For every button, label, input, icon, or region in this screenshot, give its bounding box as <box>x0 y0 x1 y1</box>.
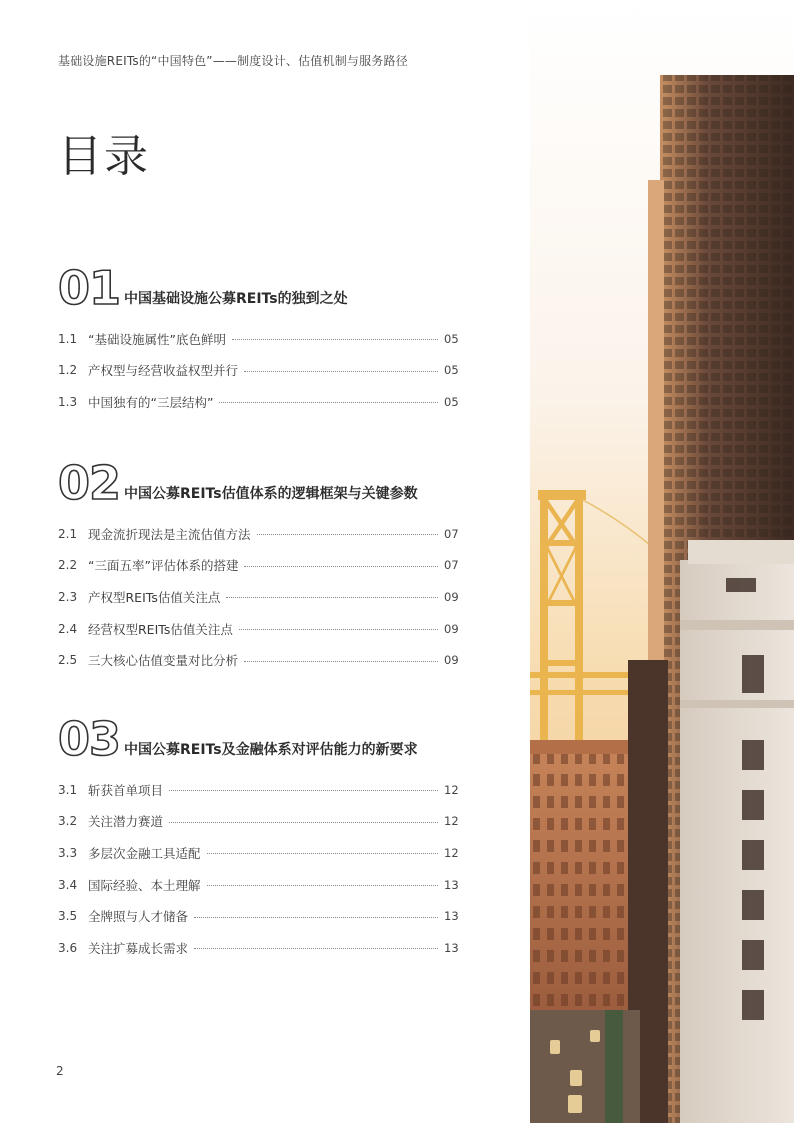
dot-leader <box>207 885 438 886</box>
dot-leader <box>207 853 438 854</box>
entry-number: 3.2 <box>58 814 78 829</box>
entry-number: 3.3 <box>58 845 78 860</box>
dot-leader <box>219 402 438 403</box>
section-number: 02 <box>58 456 121 510</box>
entry-label: 关注扩募成长需求 <box>88 940 189 956</box>
toc-entry[interactable] <box>58 774 458 806</box>
entry-label: 产权型REITs估值关注点 <box>88 589 221 605</box>
entry-number: 2.5 <box>58 653 78 668</box>
toc-entry[interactable] <box>58 900 458 932</box>
entry-number: 3.1 <box>58 782 78 797</box>
entry-number: 2.2 <box>58 558 78 573</box>
toc-section-2 <box>58 456 459 676</box>
page-title: 目录 <box>58 131 150 182</box>
entry-page: 12 <box>444 782 459 797</box>
entry-page: 09 <box>444 589 459 604</box>
toc-entry[interactable] <box>58 644 458 676</box>
entry-label: “基础设施属性”底色鲜明 <box>88 331 226 347</box>
entry-number: 3.6 <box>58 940 78 955</box>
section-title[interactable]: 中国公募REITs估值体系的逻辑框架与关键参数 <box>124 486 418 502</box>
entry-page: 13 <box>444 909 459 924</box>
entry-number: 1.1 <box>58 331 78 346</box>
entry-number: 1.3 <box>58 394 78 409</box>
entry-number: 2.3 <box>58 589 78 604</box>
dot-leader <box>244 661 438 662</box>
toc-entry[interactable] <box>58 806 458 838</box>
dot-leader <box>239 629 438 630</box>
entry-label: 关注潜力赛道 <box>88 814 164 830</box>
dot-leader <box>244 566 438 567</box>
dot-leader <box>169 822 438 823</box>
section-number: 03 <box>58 712 121 766</box>
entry-number: 3.5 <box>58 909 78 924</box>
toc-entry[interactable] <box>58 581 458 613</box>
entry-page: 05 <box>444 363 459 378</box>
entry-label: 三大核心估值变量对比分析 <box>88 653 239 669</box>
toc-entry[interactable] <box>58 932 458 964</box>
dot-leader <box>226 597 438 598</box>
entry-label: 经营权型REITs估值关注点 <box>88 621 233 637</box>
entry-page: 05 <box>444 394 459 409</box>
dot-leader <box>194 948 438 949</box>
entry-page: 13 <box>444 940 459 955</box>
entry-label: “三面五率”评估体系的搭建 <box>88 558 239 574</box>
entry-page: 09 <box>444 621 459 636</box>
entry-number: 3.4 <box>58 877 78 892</box>
page-number: 2 <box>56 1064 64 1078</box>
running-header: 基础设施REITs的“中国特色”——制度设计、估值机制与服务路径 <box>58 54 408 68</box>
entry-label: 全牌照与人才储备 <box>88 909 189 925</box>
toc-entry[interactable] <box>58 869 458 901</box>
entry-number: 2.1 <box>58 526 78 541</box>
entry-page: 12 <box>444 845 459 860</box>
toc-section-3 <box>58 712 459 964</box>
city-skyline-photo <box>530 0 794 1123</box>
entry-number: 2.4 <box>58 621 78 636</box>
entry-label: 国际经验、本土理解 <box>88 877 201 893</box>
entry-page: 07 <box>444 558 459 573</box>
dot-leader <box>169 790 438 791</box>
entry-page: 13 <box>444 877 459 892</box>
toc-entry[interactable] <box>58 355 458 387</box>
toc-entry[interactable] <box>58 837 458 869</box>
entry-number: 1.2 <box>58 363 78 378</box>
dot-leader <box>257 534 438 535</box>
entry-label: 现金流折现法是主流估值方法 <box>88 526 251 542</box>
toc-entry[interactable] <box>58 386 458 418</box>
entry-label: 斩获首单项目 <box>88 782 164 798</box>
entry-page: 07 <box>444 526 459 541</box>
section-number: 01 <box>58 261 121 315</box>
toc-entry[interactable] <box>58 550 458 582</box>
toc-entry[interactable] <box>58 613 458 645</box>
toc-entry[interactable] <box>58 518 458 550</box>
toc-entry[interactable] <box>58 323 458 355</box>
section-title[interactable]: 中国公募REITs及金融体系对评估能力的新要求 <box>124 742 418 758</box>
dot-leader <box>232 339 438 340</box>
toc-section-1 <box>58 261 459 418</box>
dot-leader <box>194 917 438 918</box>
entry-label: 中国独有的“三层结构” <box>88 394 214 410</box>
dot-leader <box>244 371 438 372</box>
entry-page: 09 <box>444 653 459 668</box>
entry-page: 12 <box>444 814 459 829</box>
entry-page: 05 <box>444 331 459 346</box>
section-title[interactable]: 中国基础设施公募REITs的独到之处 <box>124 291 348 307</box>
entry-label: 产权型与经营收益权型并行 <box>88 363 239 379</box>
entry-label: 多层次金融工具适配 <box>88 845 201 861</box>
